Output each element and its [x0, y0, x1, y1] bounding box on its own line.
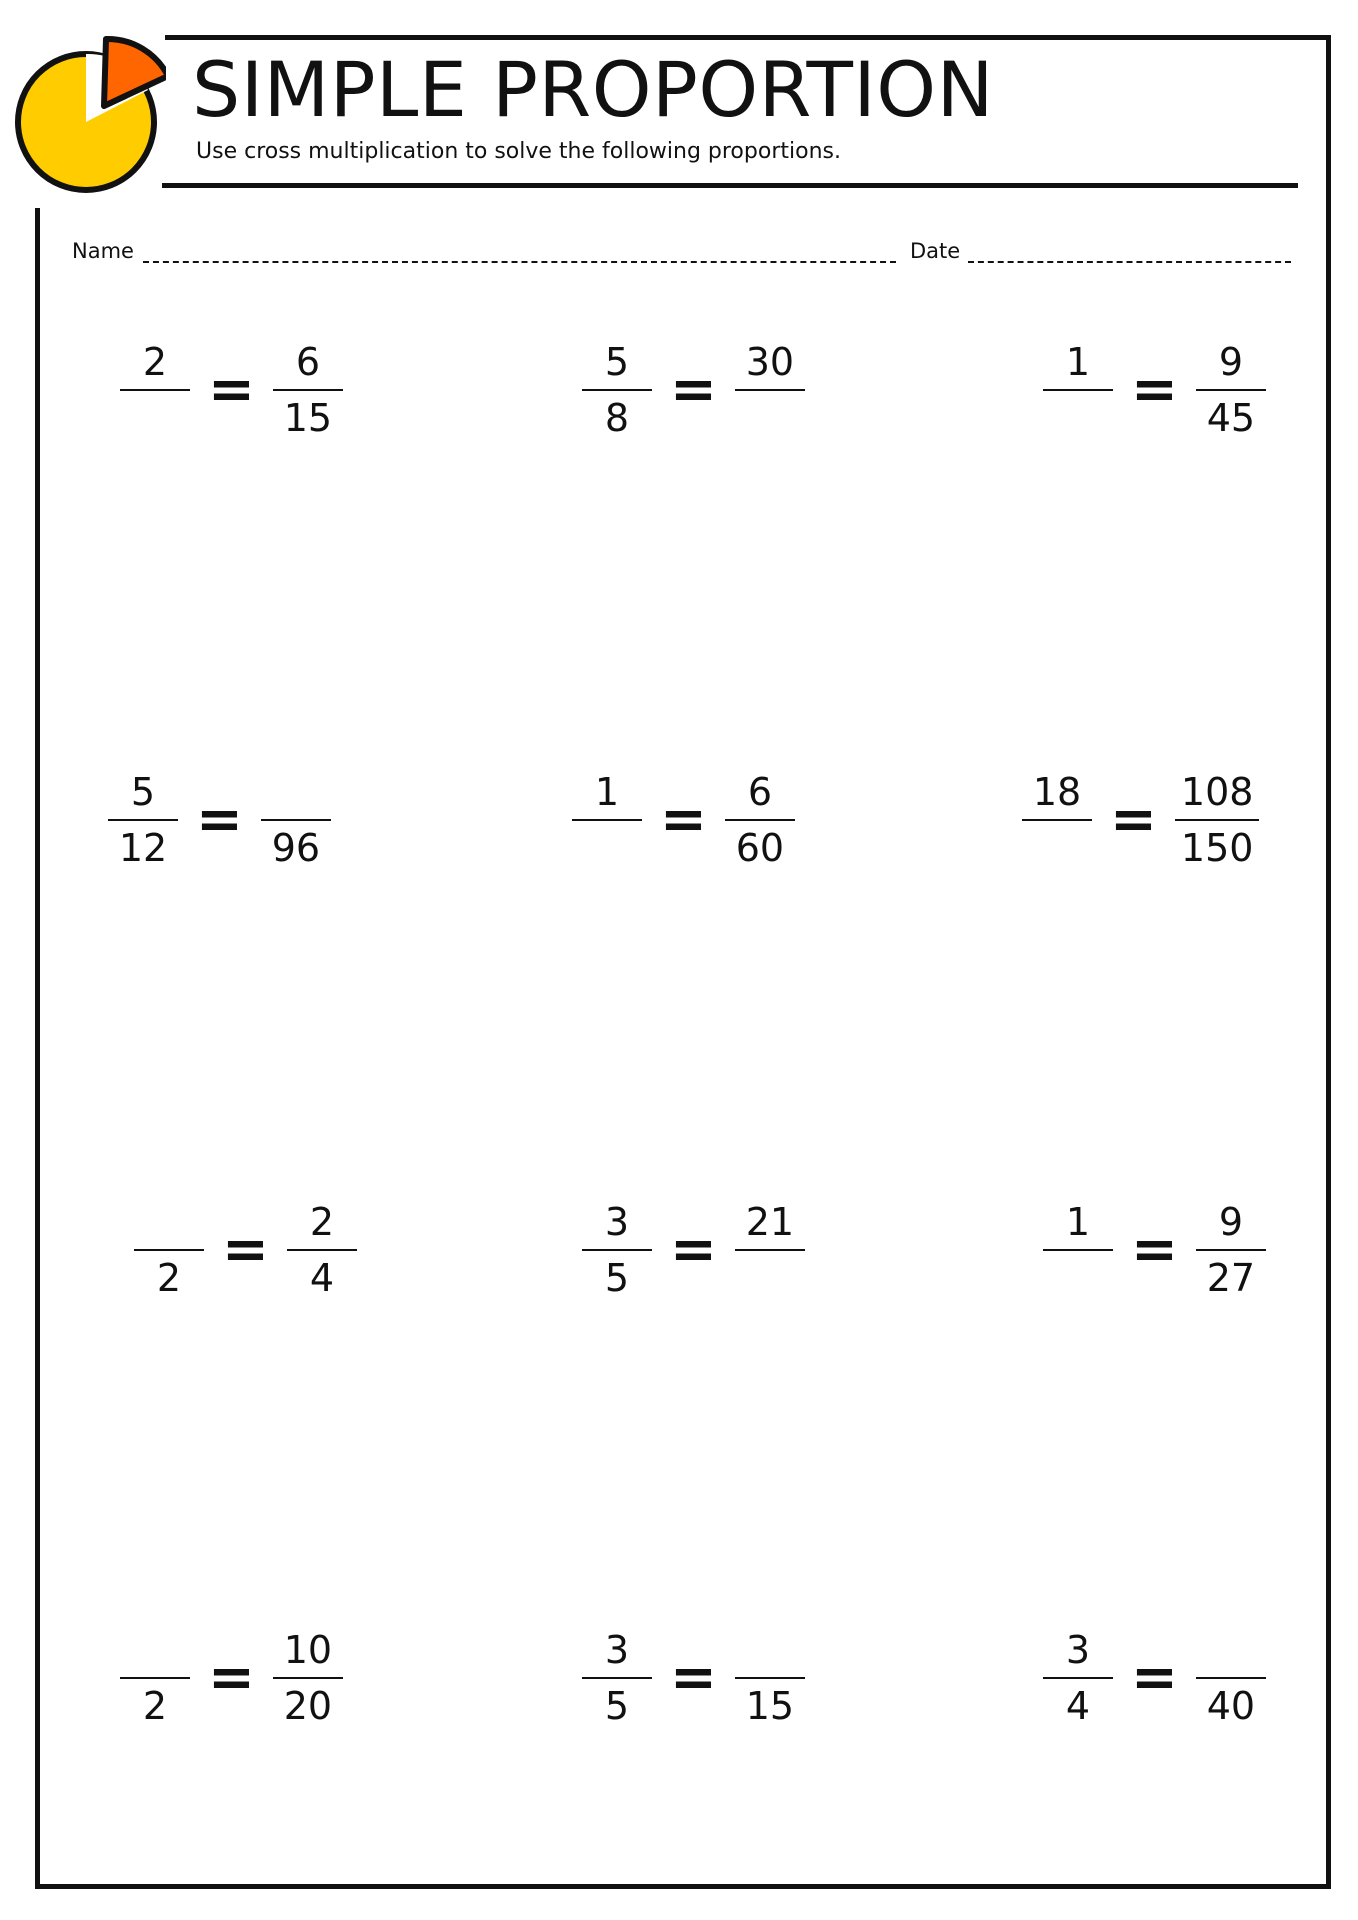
right-denominator[interactable]: 20: [283, 1684, 333, 1728]
fraction-bar: [1175, 819, 1260, 821]
left-numerator[interactable]: 5: [604, 340, 630, 384]
left-denominator[interactable]: 5: [604, 1684, 630, 1728]
right-fraction: [261, 769, 331, 871]
left-fraction: [1022, 769, 1092, 871]
fraction-bar: [1196, 389, 1266, 391]
fraction-bar: [735, 389, 805, 391]
proportion-problem: [1043, 1618, 1266, 1738]
title-underline: [162, 183, 1298, 188]
right-fraction: [735, 339, 805, 441]
right-fraction: [273, 339, 343, 441]
proportion-problem: [134, 1190, 357, 1310]
left-fraction: [582, 1199, 652, 1301]
page-title: SIMPLE PROPORTION: [192, 45, 994, 134]
fraction-bar: [735, 1677, 805, 1679]
equals-sign: =: [670, 357, 717, 422]
left-denominator[interactable]: 8: [604, 396, 630, 440]
right-denominator[interactable]: 60: [735, 826, 785, 870]
right-fraction: [735, 1199, 805, 1301]
right-numerator[interactable]: 9: [1218, 340, 1244, 384]
date-label: Date: [910, 239, 961, 263]
equals-sign: =: [196, 787, 243, 852]
proportion-problem: [582, 1190, 805, 1310]
right-denominator[interactable]: [764, 395, 776, 441]
right-denominator[interactable]: 4: [309, 1256, 335, 1300]
fraction-bar: [108, 819, 178, 821]
left-denominator[interactable]: 2: [142, 1684, 168, 1728]
left-denominator[interactable]: [601, 825, 613, 871]
fraction-bar: [273, 389, 343, 391]
left-numerator[interactable]: 1: [594, 770, 620, 814]
right-fraction: [1196, 1627, 1266, 1729]
proportion-problem: [582, 330, 805, 450]
equals-sign: =: [208, 357, 255, 422]
right-denominator[interactable]: 96: [271, 826, 321, 870]
right-numerator[interactable]: 9: [1218, 1200, 1244, 1244]
left-fraction: [572, 769, 642, 871]
right-numerator[interactable]: 2: [309, 1200, 335, 1244]
left-numerator[interactable]: 5: [130, 770, 156, 814]
fraction-bar: [1043, 1249, 1113, 1251]
right-denominator[interactable]: 150: [1180, 826, 1254, 870]
right-fraction: [1175, 769, 1260, 871]
left-denominator[interactable]: 2: [156, 1256, 182, 1300]
fraction-bar: [120, 1677, 190, 1679]
equals-sign: =: [222, 1217, 269, 1282]
name-field[interactable]: [143, 261, 896, 263]
pie-chart-icon: [14, 34, 166, 194]
left-denominator[interactable]: [1072, 395, 1084, 441]
left-fraction: [582, 339, 652, 441]
right-denominator[interactable]: 15: [745, 1684, 795, 1728]
proportion-problem: [108, 760, 331, 880]
left-numerator[interactable]: 1: [1065, 340, 1091, 384]
left-denominator[interactable]: [1051, 825, 1063, 871]
left-fraction: [1043, 1199, 1113, 1301]
proportion-problem: [120, 1618, 343, 1738]
right-denominator[interactable]: 45: [1206, 396, 1256, 440]
fraction-bar: [582, 1249, 652, 1251]
proportion-problem: [582, 1618, 805, 1738]
fraction-bar: [273, 1677, 343, 1679]
left-numerator[interactable]: 2: [142, 340, 168, 384]
left-fraction: [134, 1199, 204, 1301]
left-fraction: [120, 1627, 190, 1729]
left-denominator[interactable]: [149, 395, 161, 441]
right-numerator[interactable]: [764, 1627, 776, 1673]
right-denominator[interactable]: [764, 1255, 776, 1301]
proportion-problem: [572, 760, 795, 880]
left-numerator[interactable]: 18: [1032, 770, 1082, 814]
equals-sign: =: [1131, 1645, 1178, 1710]
fraction-bar: [1022, 819, 1092, 821]
right-fraction: [273, 1627, 343, 1729]
left-denominator[interactable]: 5: [604, 1256, 630, 1300]
right-numerator[interactable]: [1225, 1627, 1237, 1673]
equals-sign: =: [208, 1645, 255, 1710]
left-numerator[interactable]: [163, 1199, 175, 1245]
right-denominator[interactable]: 27: [1206, 1256, 1256, 1300]
name-label: Name: [72, 239, 134, 263]
fraction-bar: [582, 389, 652, 391]
fraction-bar: [287, 1249, 357, 1251]
right-numerator[interactable]: 21: [745, 1200, 795, 1244]
right-numerator[interactable]: 108: [1180, 770, 1254, 814]
right-fraction: [1196, 339, 1266, 441]
left-denominator[interactable]: 12: [118, 826, 168, 870]
equals-sign: =: [1131, 1217, 1178, 1282]
right-numerator[interactable]: 6: [747, 770, 773, 814]
left-numerator[interactable]: 3: [604, 1200, 630, 1244]
equals-sign: =: [670, 1217, 717, 1282]
right-fraction: [735, 1627, 805, 1729]
proportion-problem: [1043, 330, 1266, 450]
right-denominator[interactable]: 40: [1206, 1684, 1256, 1728]
left-numerator[interactable]: 1: [1065, 1200, 1091, 1244]
equals-sign: =: [1110, 787, 1157, 852]
date-field[interactable]: [968, 261, 1291, 263]
fraction-bar: [1043, 1677, 1113, 1679]
fraction-bar: [134, 1249, 204, 1251]
proportion-problem: [1043, 1190, 1266, 1310]
left-fraction: [1043, 339, 1113, 441]
fraction-bar: [582, 1677, 652, 1679]
proportion-problem: [120, 330, 343, 450]
proportion-problem: [1022, 760, 1259, 880]
fraction-bar: [261, 819, 331, 821]
page-border: [35, 35, 1331, 1889]
fraction-bar: [1043, 389, 1113, 391]
equals-sign: =: [670, 1645, 717, 1710]
right-fraction: [1196, 1199, 1266, 1301]
right-numerator[interactable]: 6: [295, 340, 321, 384]
fraction-bar: [120, 389, 190, 391]
equals-sign: =: [1131, 357, 1178, 422]
left-numerator[interactable]: 3: [604, 1628, 630, 1672]
left-fraction: [1043, 1627, 1113, 1729]
right-numerator[interactable]: 30: [745, 340, 795, 384]
left-fraction: [582, 1627, 652, 1729]
right-numerator[interactable]: [290, 769, 302, 815]
fraction-bar: [1196, 1249, 1266, 1251]
fraction-bar: [735, 1249, 805, 1251]
left-denominator[interactable]: 4: [1065, 1684, 1091, 1728]
fraction-bar: [725, 819, 795, 821]
left-numerator[interactable]: 3: [1065, 1628, 1091, 1672]
left-denominator[interactable]: [1072, 1255, 1084, 1301]
right-numerator[interactable]: 10: [283, 1628, 333, 1672]
instructions: Use cross multiplication to solve the following proportions.: [196, 139, 841, 164]
equals-sign: =: [660, 787, 707, 852]
right-fraction: [287, 1199, 357, 1301]
fraction-bar: [1196, 1677, 1266, 1679]
left-fraction: [108, 769, 178, 871]
left-numerator[interactable]: [149, 1627, 161, 1673]
right-fraction: [725, 769, 795, 871]
right-denominator[interactable]: 15: [283, 396, 333, 440]
left-fraction: [120, 339, 190, 441]
fraction-bar: [572, 819, 642, 821]
